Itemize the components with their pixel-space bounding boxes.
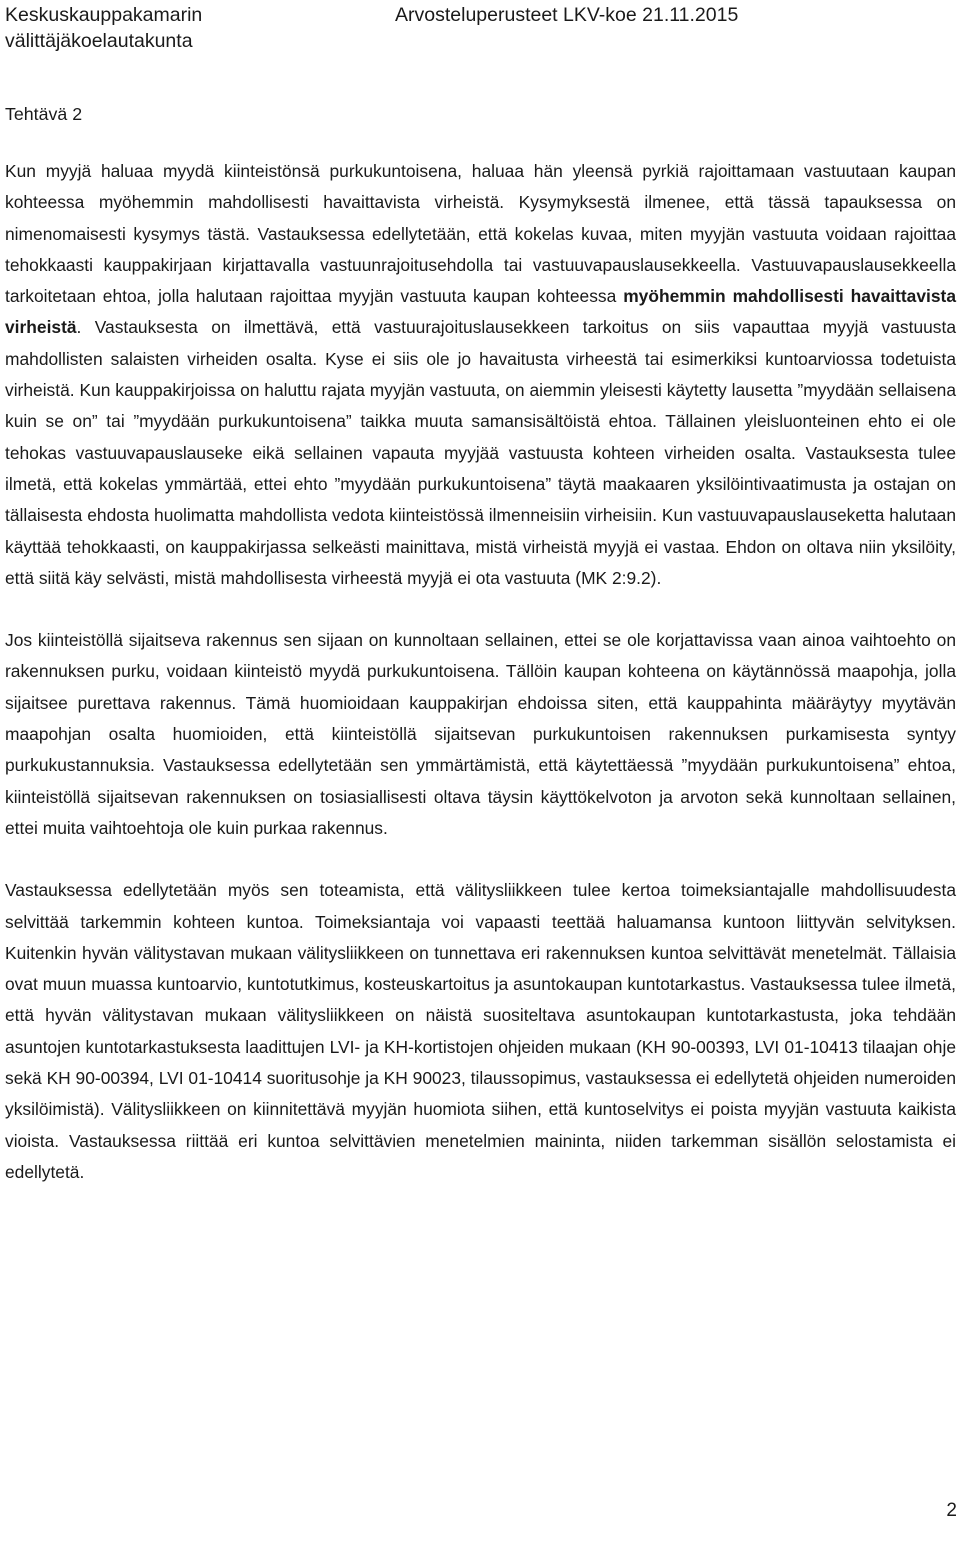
header-document-title xyxy=(395,2,738,28)
header-organization xyxy=(5,2,202,54)
paragraph-1 xyxy=(5,156,956,594)
paragraph-1-text-end: . Vastauksesta on ilmettävä, että vastuurajoituslausekkeen tarkoitus on siis vapauttaa myyjä vastuusta mahdollisten salaisten virheiden osalta. Kyse ei siis ole jo havaitusta virheestä tai esimerkiksi kuntoarviossa todetuista virheistä. Kun kauppakirjoissa on haluttu rajata myyjän vastuuta, on aiemmin yleisesti käytetty lausetta ”myydään sellaisena kuin se on” tai ”myydään purkukuntoisena” taikka muuta samansisältöistä ehtoa. Tällainen yleisluonteinen ehto ei ole tehokas vastuuvapauslauseke eikä sellainen vapauta myyjää vastuusta kohteen virheiden osalta. Vastauksesta tulee ilmetä, että kokelas ymmärtää, ettei ehto ”myydään purkukuntoisena” täytä maakaaren yksilöintivaatimusta ja ostajan on tällaisesta ehdosta huolimatta mahdollista vedota kiinteistössä ilmenneisiin virheisiin. Kun vastuuvapauslauseketta halutaan käyttää tehokkaasti, on kauppakirjassa selkeästi mainittava, mistä virheistä myyjä ei vastaa. Ehdon on oltava niin yksilöity, että siitä käy selvästi, mistä mahdollisesta virheestä myyjä ei ota vastuuta (MK 2:9.2). xyxy=(5,317,956,588)
paragraph-3: Vastauksessa edellytetään myös sen toteamista, että välitysliikkeen tulee kertoa toimeksiantajalle mahdollisuudesta selvittää tarkemmin kohteen kuntoa. Toimeksiantaja voi vapaasti teettää haluamansa kuntoon liittyvän selvityksen. Kuitenkin hyvän välitystavan mukaan välitysliikkeen on tunnettava eri rakennuksen kuntoa selvittävät menetelmät. Tällaisia ovat muun muassa kuntoarvio, kuntotutkimus, kosteuskartoitus ja asuntokaupan kuntotarkastus. Vastauksessa tulee ilmetä, että hyvän välitystavan mukaan välitysliikkeen on näistä suositeltava asuntokaupan kuntotarkastusta, joka tehdään asuntojen kuntotarkastuksesta laadittujen LVI- ja KH-kortistojen ohjeiden mukaan (KH 90-00393, LVI 01-10413 tilaajan ohje sekä KH 90-00394, LVI 01-10414 suoritusohje ja KH 90023, tilaussopimus, vastauksessa ei edellytetä ohjeiden numeroiden yksilöimistä). Välitysliikkeen on kiinnitettävä myyjän huomiota siihen, että kuntoselvitys ei poista myyjän vastuuta kaikista vioista. Vastauksessa riittää eri kuntoa selvittävien menetelmien maininta, niiden tarkemman sisällön selostamista ei edellytetä. xyxy=(5,880,956,1182)
document-body xyxy=(5,99,956,1188)
task-heading: Tehtävä 2 xyxy=(5,104,83,124)
paragraph-1-bold-text: myöhemmin mahdollisesti havaittavista virheistä xyxy=(5,286,956,338)
header-organization-line2: välittäjäkoelautakunta xyxy=(5,30,193,52)
header-organization-line1: Keskuskauppakamarin xyxy=(5,4,203,26)
paragraph-2: Jos kiinteistöllä sijaitseva rakennus sen sijaan on kunnoltaan sellainen, ettei se ole korjattavissa vaan ainoa vaihtoehto on rakennuksen purku, voidaan kiinteistö myydä purkukuntoisena. Tällöin kaupan kohteena on käytännössä maapohja, jolla sijaitsee purettava rakennus. Tämä huomioidaan kauppakirjan ehdoissa siten, että kauppahinta määräytyy myytävän maapohjan osalta huomioiden, että kiinteistöllä sijaitsevan purkukuntoisen rakennuksen purkamisesta syntyy purkukustannuksia. Vastauksessa edellytetään sen ymmärtämistä, että käytettäessä ”myydään purkukuntoisena” ehtoa, kiinteistöllä sijaitsevan rakennuksen on tosiasiallisesti oltava täysin käyttökelvoton ja arvoton sekä kunnoltaan sellainen, ettei muita vaihtoehtoja ole kuin purkaa rakennus. xyxy=(5,630,956,838)
paragraph-1-text-start: Kun myyjä haluaa myydä kiinteistönsä purkukuntoisena, haluaa hän yleensä pyrkiä rajoittamaan vastuutaan kaupan kohteessa myöhemmin mahdollisesti havaittavista virheistä. Kysymyksestä ilmenee, että tässä tapauksessa on nimenomaisesti kysymys tästä. Vastauksessa edellytetään, että kokelas kuvaa, miten myyjän vastuuta voidaan rajoittaa tehokkaasti kauppakirjaan kirjattavalla vastuunrajoitusehdolla tai vastuuvapauslausekkeella. Vastuuvapauslausekkeella tarkoitetaan ehtoa, jolla halutaan rajoittaa myyjän vastuuta kaupan kohteessa xyxy=(5,161,956,307)
page-number: 2 xyxy=(946,1500,957,1521)
header-document-title-line: Arvosteluperusteet LKV-koe 21.11.2015 xyxy=(395,4,739,26)
